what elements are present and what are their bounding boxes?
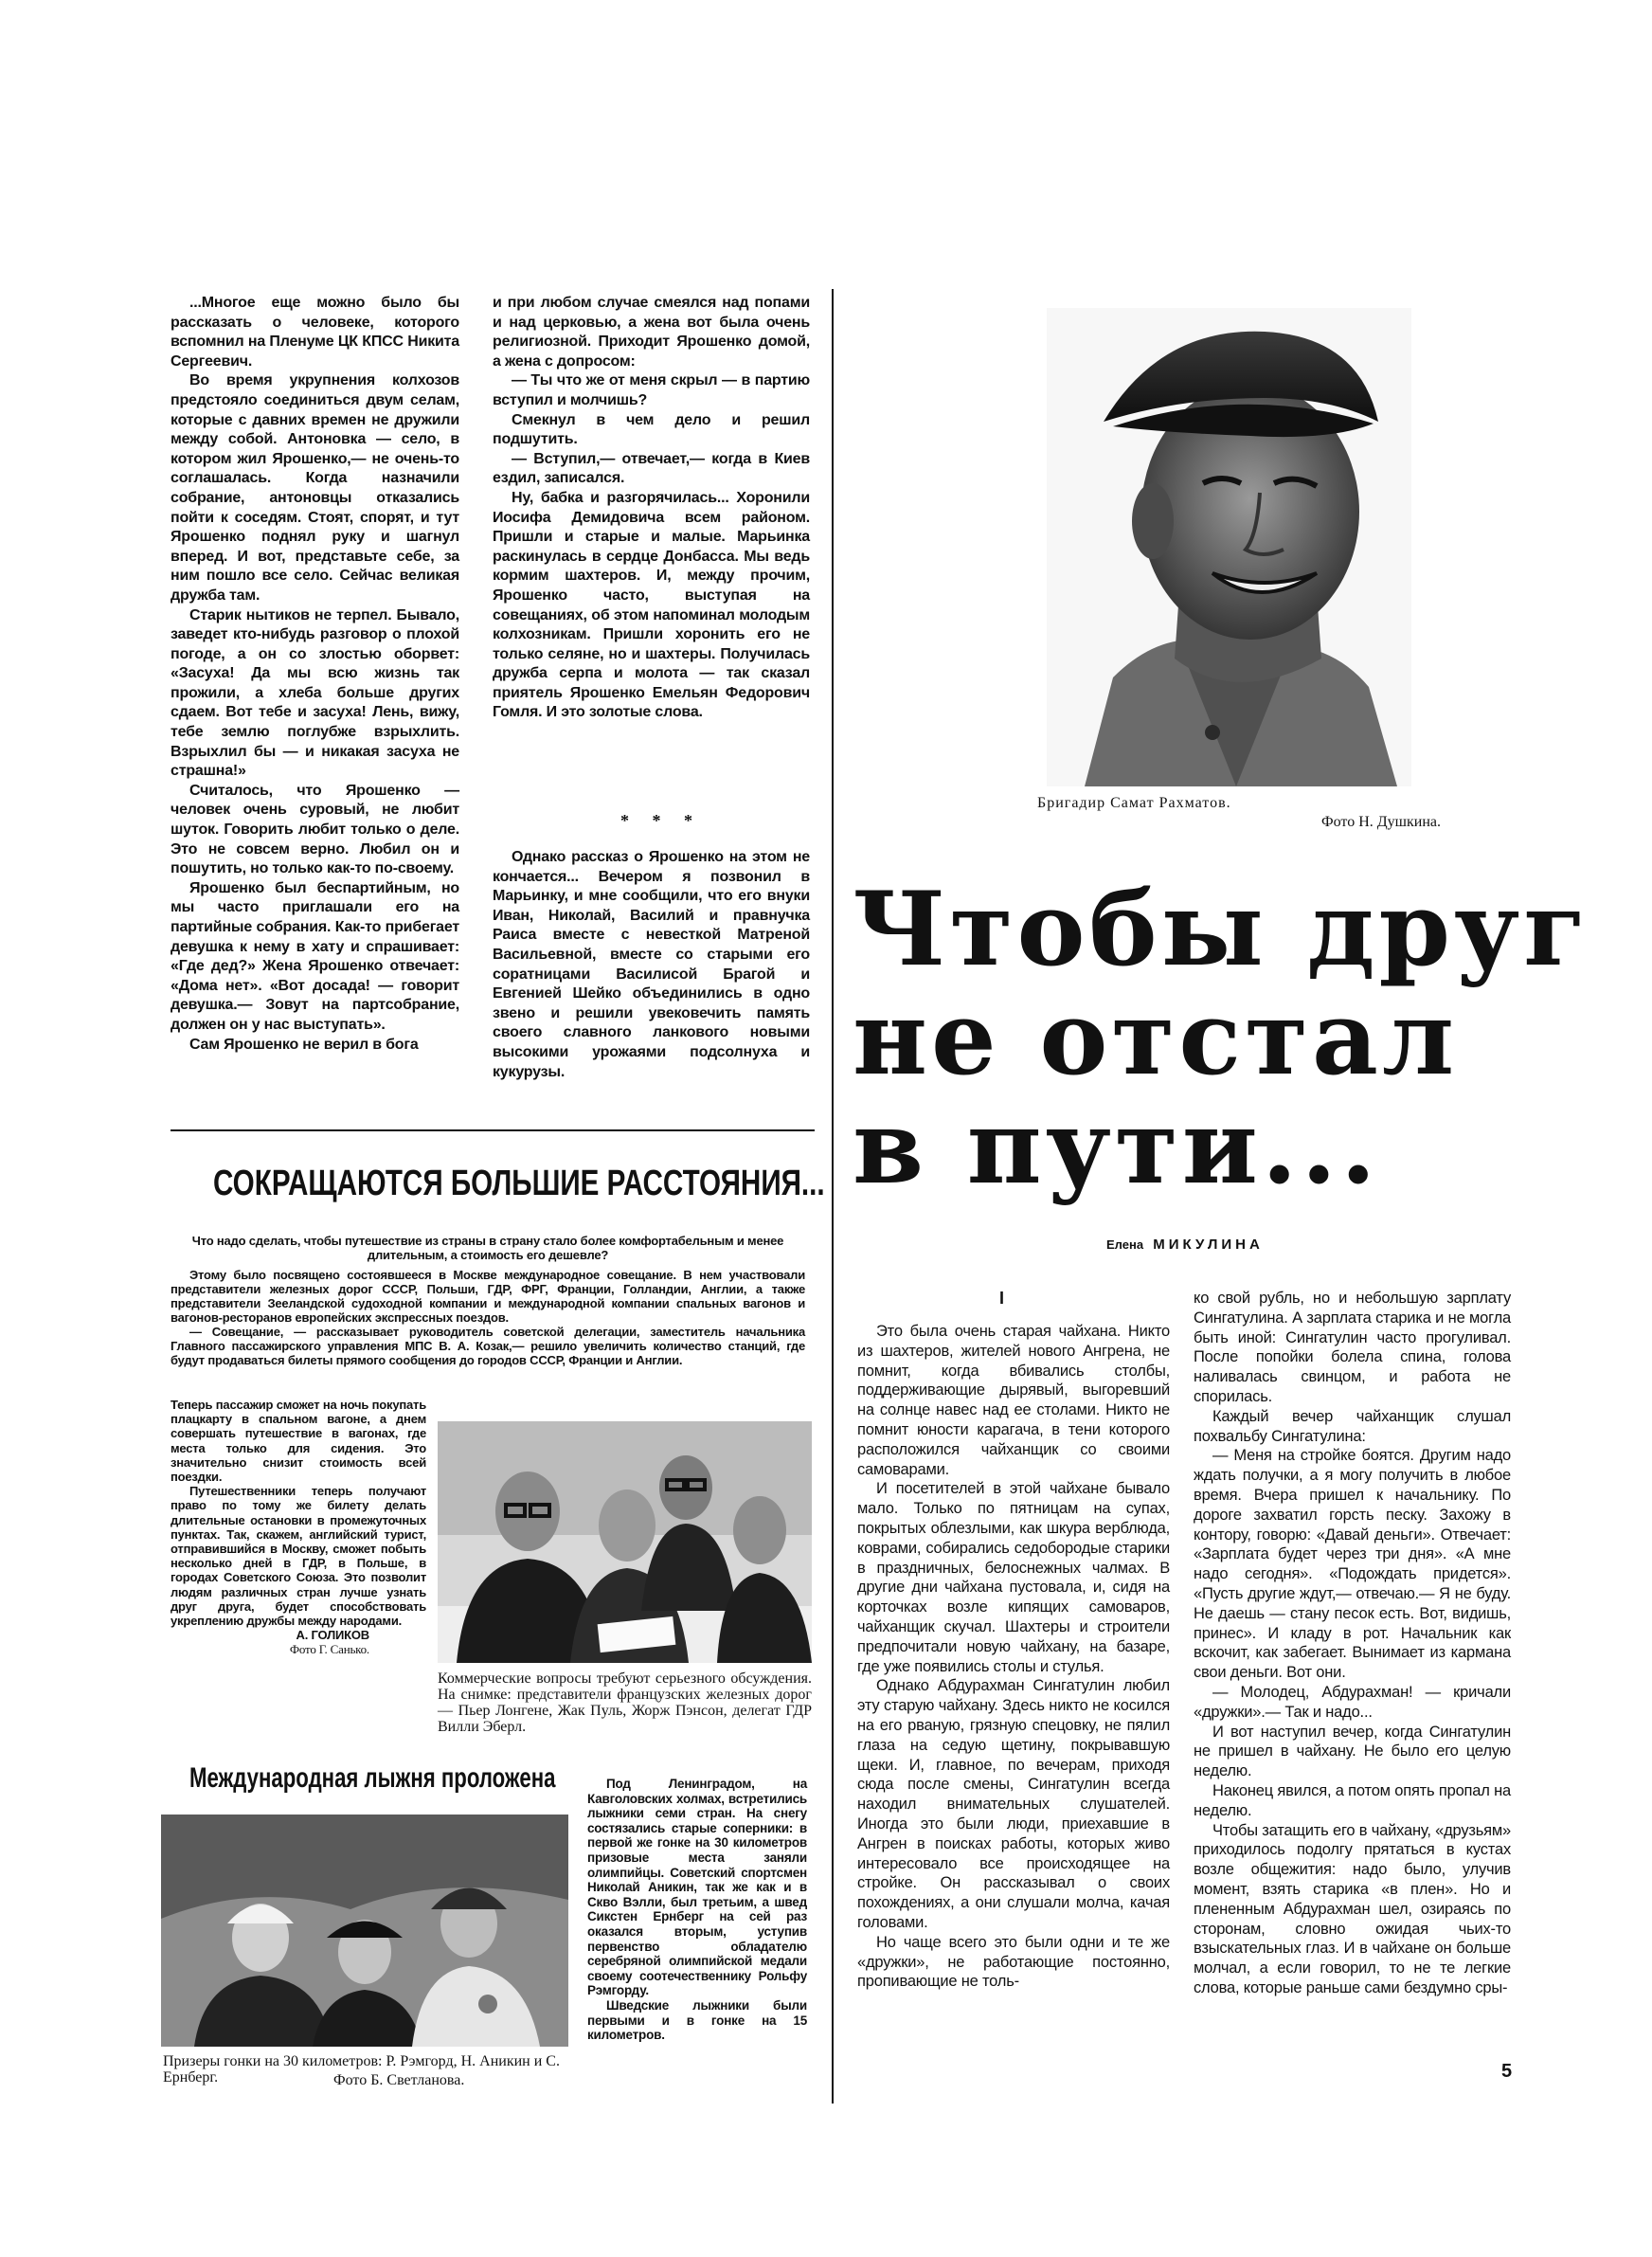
- paragraph: — Ты что же от меня скрыл — в партию вступил и молчишь?: [493, 372, 810, 408]
- paragraph: и при любом случае смеялся над попами и над церковью, а жена вот была очень религиозной. Приходит Ярошенко домой, а жена с допросом:: [493, 295, 810, 370]
- column-4: [1194, 1289, 1511, 1998]
- column-divider: [832, 289, 834, 2104]
- article-2-wide-text: [171, 1268, 805, 1367]
- paragraph: Теперь пассажир сможет на ночь покупать плацкарту в спальном вагоне, а днем совершать путешествие в вагонах, где места только для сидения. Это значительно снизит стоимость всей поездки.: [171, 1398, 426, 1485]
- section-divider: [171, 1129, 815, 1131]
- paragraph: — Совещание, — рассказывает руководитель советской делегации, заместитель начальника Главного пассажирского управления МПС В. А. Козак,— решило увеличить количество станций, где будут продаваться билеты прямого сообщения до городов СССР, Франции и Англии.: [171, 1325, 805, 1367]
- page-number: 5: [1501, 2061, 1513, 2082]
- article-2-lead: [171, 1234, 805, 1262]
- skiers-photo: [161, 1815, 568, 2047]
- paragraph: Ну, бабка и разгорячилась... Хоронили Иосифа Демидовича всем районом. Пришли и старые и малые. Марьинка раскинулась в сердце Донбасса. Мы ведь кормим шахтеров. И, между прочим, Ярошенко часто, выступая на совещаниях, об этом напоминал молодым колхозникам. Пришли хоронить его не только селяне, но и шахтеры. Получилась дружба серпа и молота — так сказал приятель Ярошенко Емельян Федорович Гомля. И это золотые слова.: [493, 489, 810, 721]
- paragraph: Каждый вечер чайханщик слушал похвальбу Сингатулина:: [1194, 1407, 1511, 1445]
- paragraph: Чтобы затащить его в чайхану, «друзьям» приходилось подолгу прятаться в кустах возле общежития: надо было, улучив момент, взять старика «в плен». Но и плененным Абдурахман шел, озираясь по сторонам, словно ожидая чьих-то взыскательных глаз. И в чайхане он больше молчал, а если говорил, то не те легкие слова, которые раньше сами бездумно сры-: [1194, 1821, 1511, 1996]
- paragraph: Во время укрупнения колхозов предстояло соединиться двум селам, которые с давних времен не дружили между собой. Антоновка — село, в котором жил Ярошенко,— не очень-то соглашалась. Когда назначили собрание, антоновцы отказались пойти к соседям. Стоят, спорят, и тут Ярошенко поднял руку и шагнул вперед. И вот, представьте себе, за ним пошло все село. Сейчас великая дружба там.: [171, 372, 459, 604]
- paragraph: Считалось, что Ярошенко — человек очень суровый, не любит шуток. Говорить любит только о деле. Это не совсем верно. Любил он и пошутить, но только как-то по-своему.: [171, 782, 459, 877]
- paragraph: ...Многое еще можно было бы рассказать о человеке, которого вспомнил на Пленуме ЦК КПСС Никита Сергеевич.: [171, 295, 459, 370]
- skiers-credit: Фото Б. Светланова.: [333, 2072, 465, 2088]
- paragraph: — Молодец, Абдурахман! — кричали «дружки».— Так и надо...: [1194, 1683, 1511, 1721]
- article-2-narrow-text: [171, 1398, 426, 1657]
- paragraph: Сам Ярошенко не верил в бога: [189, 1036, 419, 1053]
- byline-last-name: МИКУЛИНА: [1153, 1237, 1264, 1253]
- paragraph: — Меня на стройке боятся. Другим надо ждать получки, а я могу получить в любое время. Вчера пришел к начальнику. По дороге захватил горсть песку. Захожу в контору, говорю: «Давай деньги». Отвечает: «Зарплата будет через три дня». «А мне надо сегодня». «Подождать придется». «Пусть другие ждут,— отвечаю.— Я не буду. Не даешь — стану песок есть. Вот, видишь, принес». И кладу в рот. Начальник как вскочит, как забегает. Вынимает из кармана свои деньги. Вот они.: [1194, 1447, 1511, 1682]
- portrait-caption: Бригадир Самат Рахматов.: [1037, 795, 1231, 811]
- paragraph: ко свой рубль, но и небольшую зарплату Сингатулина. А зарплата старика и не могла быть иной: Сингатулин часто прогуливал. После попойки болела спина, голова наливалась свинцом, и работа не спорилась.: [1194, 1290, 1511, 1405]
- skiers-illustration: [161, 1815, 568, 2047]
- column-1: [171, 294, 459, 1055]
- section-separator: * * *: [620, 811, 702, 830]
- paragraph: Шведские лыжники были первыми и в гонке на 15 километров.: [587, 1997, 807, 2043]
- article-3-headline: Международная лыжня проложена: [189, 1762, 556, 1794]
- paragraph: Однако Абдурахман Сингатулин любил эту старую чайхану. Здесь никто не косился на его рваную, грязную спецовку, не пялил глаза на седую щетину, покрывавшую щеки. И, главное, по вечерам, приходя сюда после смены, Сингатулин всегда находил внимательных слушателей. Иногда это были люди, приехавшие в Ангрен в поисках работы, которых живо интересовало все происходящее на стройке. Он рассказывал о своих похождениях, а они слушали молча, качая головами.: [857, 1677, 1170, 1931]
- skiers-caption: Призеры гонки на 30 километров: Р. Рэмгорд, Н. Аникин и С. Ернберг.: [163, 2053, 560, 2085]
- column-3: [857, 1322, 1170, 1992]
- column-2: [493, 294, 810, 723]
- paragraph: И посетителей в этой чайхане бывало мало. Только по пятницам на супах, покрытых облезлыми, как шкура верблюда, коврами, собирались седобородые старики в праздничных, белоснежных чалмах. В другие дни чайхана пустовала, и, сидя на корточках возле кипящих самоваров, чайханщик скучал. Шахтеры и строители предпочитали новую чайхану, на базаре, где уже появились столы и стулья.: [857, 1480, 1170, 1675]
- article-2-photo-credit: Фото Г. Санько.: [289, 1642, 369, 1657]
- paragraph: И вот наступил вечер, когда Сингатулин не пришел в чайхану. Не было его целую неделю.: [1194, 1723, 1511, 1780]
- byline: [1106, 1237, 1264, 1253]
- paragraph: Смекнул в чем дело и решил подшутить.: [493, 411, 810, 448]
- headline-line-1: Чтобы друг: [853, 870, 1590, 989]
- paragraph: Этому было посвящено состоявшееся в Москве международное совещание. В нем участвовали представители железных дорог СССР, Польши, ГДР, ФРГ, Франции, Голландии, Англии, а также представители Зееландской судоходной компании и международной компании спальных вагонов и вагонов-ресторанов европейских экспрессных поездов.: [171, 1268, 805, 1325]
- column-2-continuation: [493, 848, 810, 1082]
- paragraph: Однако рассказ о Ярошенко на этом не кончается... Вечером я позвонил в Марьинку, и мне сообщили, что его внуки Иван, Николай, Василий и правнучка Раиса вместе с невесткой Матреной Васильевной, вместе со старыми его соратницами Василисой Брагой и Евгенией Шейко объединились в одно звено и решили увековечить память своего славного ланкового новыми высокими урожаями подсолнуха и кукурузы.: [493, 849, 810, 1080]
- paragraph: Наконец явился, а потом опять пропал на неделю.: [1194, 1781, 1511, 1819]
- portrait-photo: [1047, 308, 1411, 786]
- paragraph: Это была очень старая чайхана. Никто из шахтеров, жителей нового Ангрена, не помнит, когда вбивались столбы, поддерживающие дырявый, выгоревший на солнце навес над ее столами. Никто не помнит юности карагача, в тени которого расположился чайханщик со своими самоварами.: [857, 1323, 1170, 1478]
- byline-first-name: Елена: [1106, 1237, 1144, 1252]
- meeting-photo-caption: Коммерческие вопросы требуют серьезного обсуждения. На снимке: представители французских железных дорог — Пьер Лонгене, Жак Пуль, Жорж Пэнсон, делегат ГДР Вилли Эберл.: [438, 1670, 812, 1735]
- article-3-text: [587, 1777, 807, 2043]
- headline-line-2: не отстал: [853, 979, 1459, 1098]
- paragraph: Ярошенко был беспартийным, но мы часто приглашали его на партийные собрания. Как-то прибегает девушка к нему в хату и спрашивает: «Где дед?» Жена Ярошенко отвечает: «Дома нет». «Вот досада! — говорит девушка.— Зовут на партсобрание, должен он у нас выступать».: [171, 879, 459, 1033]
- portrait-credit: Фото Н. Душкина.: [1321, 814, 1441, 830]
- paragraph: Под Ленинградом, на Кавголовских холмах, встретились лыжники семи стран. На снегу состязались старые соперники: в первой же гонке на 30 километров призовые места заняли олимпийцы. Советский спортсмен Николай Аникин, так же как и в Скво Вэлли, был третьим, а швед Сикстен Ернберг на сей раз оказался вторым, уступив первенство обладателю серебряной олимпийской медали своему соотечественнику Рольфу Рэмгорду.: [587, 1777, 807, 1998]
- paragraph: Но чаще всего это были одни и те же «дружки», не работающие постоянно, пропивающие не толь-: [857, 1933, 1170, 1991]
- paragraph: Старик нытиков не терпел. Бывало, заведет кто-нибудь разговор о плохой погоде, а он со злостью оборвет: «Засуха! Да мы всю жизнь так прожили, а хлеба больше других сдаем. Вот тебе и засуха! Лень, вижу, тебе землю поглубже взрыхлить. Взрыхлил бы — и никакая засуха не страшна!»: [171, 606, 459, 780]
- headline-line-3: в пути...: [853, 1088, 1380, 1207]
- meeting-photo: [438, 1421, 812, 1663]
- paragraph: Путешественники теперь получают право по тому же билету делать длительные остановки в промежуточных пунктах. Так, скажем, английский турист, отправившийся в Москву, сможет побыть несколько дней в ГДР, в Польше, в городах Советского Союза. Это позволит людям различных стран лучше узнать друг друга, будет способствовать укреплению дружбы между народами.: [171, 1484, 426, 1629]
- article-2-author: А. ГОЛИКОВ: [296, 1628, 369, 1643]
- paragraph: — Вступил,— отвечает,— когда в Киев ездил, записался.: [493, 450, 810, 487]
- portrait-illustration: [1047, 308, 1411, 786]
- article-2-lead-text: Что надо сделать, чтобы путешествие из страны в страну стало более комфортабельным и менее длительным, а стоимость его дешевле?: [191, 1234, 784, 1262]
- chapter-number: I: [999, 1289, 1005, 1308]
- article-2-headline: СОКРАЩАЮТСЯ БОЛЬШИЕ РАССТОЯНИЯ...: [213, 1164, 825, 1203]
- meeting-illustration: [438, 1421, 812, 1663]
